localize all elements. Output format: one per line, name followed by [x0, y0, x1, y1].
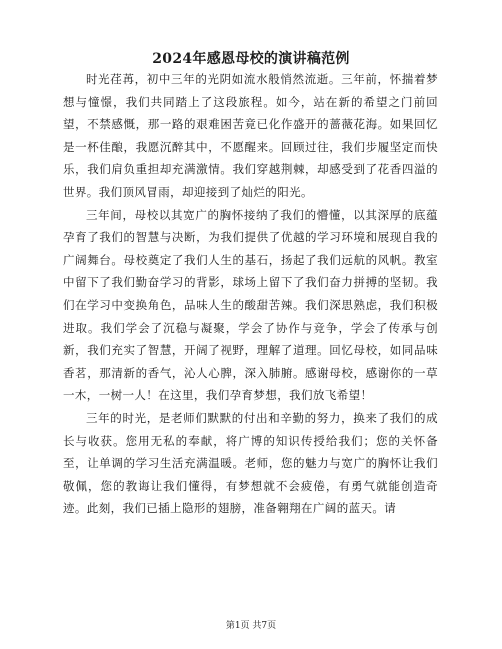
document-title: 2024年感恩母校的演讲稿范例	[152, 51, 350, 67]
page-number-footer: 第1页 共7页	[225, 621, 277, 631]
paragraph-3: 三年的时光，是老师们默默的付出和辛勤的努力，换来了我们的成长与收获。您用无私的奉献，将广博的知识传授给我们；您的关怀备至，让单调的学习生活充满温暖。老师，您的魅力与宽广的胸怀让我们敬佩，您的教诲让我们懂得，有梦想就不会疲倦，有勇气就能创造奇迹。此刻，我们已插上隐形的翅膀，准备翱翔在广阔的蓝天。请	[63, 410, 438, 516]
document-body	[63, 68, 438, 520]
paragraph-1: 时光荏苒，初中三年的光阴如流水般悄然流逝。三年前，怀揣着梦想与憧憬，我们共同踏上了这段旅程。如今，站在新的希望之门前回望，不禁感慨，那一路的艰难困苦竟已化作盛开的蔷薇花海。如果回忆是一杯佳酿，我愿沉醉其中，不愿醒来。回顾过往，我们步履坚定而快乐，我们肩负重担却充满激情。我们穿越荆棘，却感受到了花香四溢的世界。我们顶风冒雨，却迎接到了灿烂的阳光。	[63, 72, 438, 199]
paragraph-2: 三年间，母校以其宽广的胸怀接纳了我们的懵懂，以其深厚的底蕴孕育了我们的智慧与决断，为我们提供了优越的学习环境和展现自我的广阔舞台。母校奠定了我们人生的基石，扬起了我们远航的风帆。教室中留下了我们勤奋学习的背影，球场上留下了我们奋力拼搏的坚韧。我们在学习中变换角色，品味人生的酸甜苦辣。我们深思熟虑，我们积极进取。我们学会了沉稳与凝聚，学会了协作与竞争，学会了传承与创新，我们充实了智慧，开阔了视野，理解了道理。回忆母校，如同品味香茗，那清新的香气，沁人心脾，深入肺腑。感谢母校，感谢你的一草一木，一树一人！在这里，我们孕育梦想，我们放飞希望！	[63, 207, 438, 403]
